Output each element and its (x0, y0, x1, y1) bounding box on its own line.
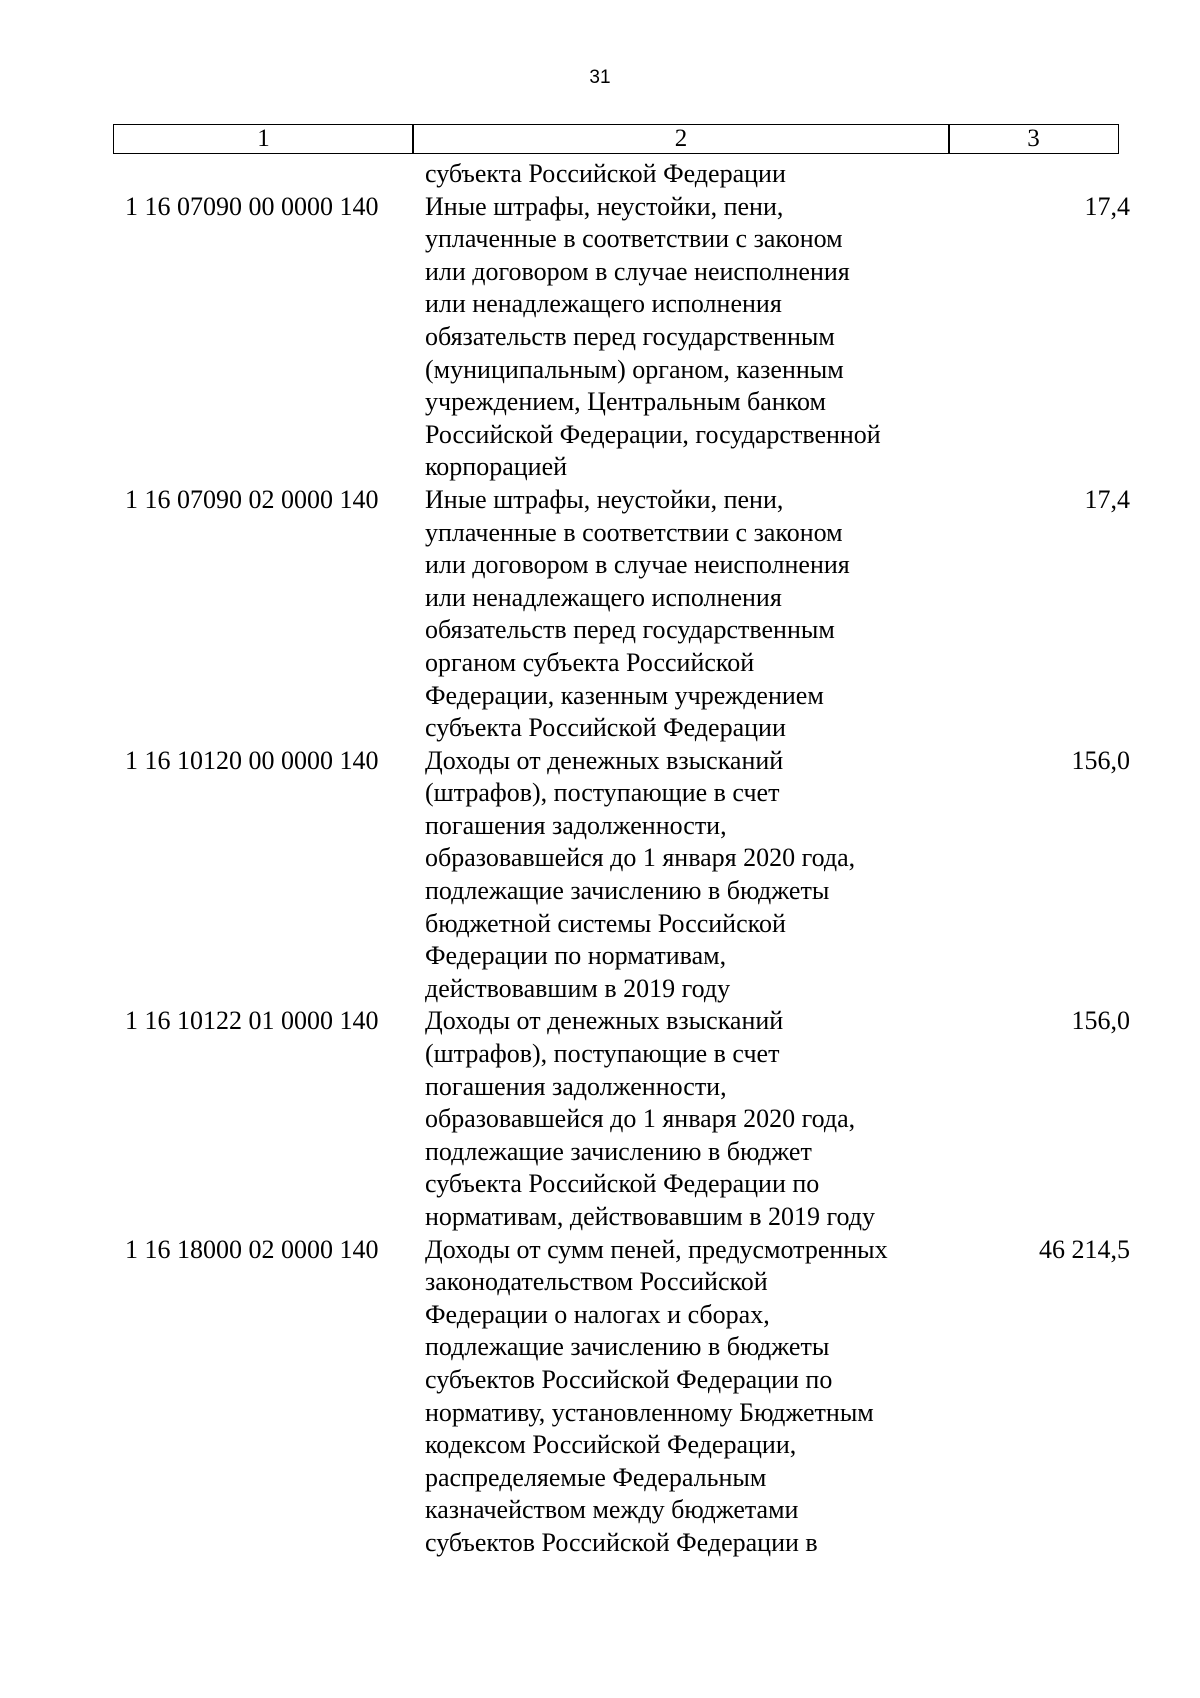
row-description: Доходы от денежных взысканий (штрафов), поступающие в счет погашения задолженности, образовавшейся до 1 января 2020 года, подлежащие зачислению в бюджеты бюджетной системы Российской Федерации по нормативам, действовавшим в 2019 году (425, 745, 856, 1003)
row-amount: 17,4 (1084, 484, 1130, 514)
table-row (0, 745, 1200, 1006)
row-amount: 156,0 (1071, 1006, 1130, 1036)
row-code: 1 16 10120 00 0000 140 (125, 745, 379, 775)
row-amount: 46 214,5 (1039, 1234, 1130, 1264)
table-header-col2: 2 (412, 124, 950, 154)
table-row (0, 1005, 1200, 1233)
row-code: 1 16 10122 01 0000 140 (125, 1006, 379, 1036)
row-code: 1 16 07090 00 0000 140 (125, 191, 379, 221)
table-row (0, 484, 1200, 745)
row-description: Доходы от сумм пеней, предусмотренных законодательством Российской Федерации о налогах и сборах, подлежащие зачислению в бюджеты субъектов Российской Федерации по нормативу, установленному Бюджетным кодексом Российской Федерации, распределяемые Федеральным казначейством между бюджетами субъектов Российской Федерации в (425, 1234, 888, 1557)
row-amount: 156,0 (1071, 745, 1130, 775)
row-description: Доходы от денежных взысканий (штрафов), поступающие в счет погашения задолженности, образовавшейся до 1 января 2020 года, подлежащие зачислению в бюджет субъекта Российской Федерации по нормативам, действовавшим в 2019 году (425, 1006, 875, 1231)
row-description: Иные штрафы, неустойки, пени, уплаченные в соответствии с законом или договором в случае неисполнения или ненадлежащего исполнения обязательств перед государственным (муниципальным) органом, казенным учреждением, Центральным банком Российской Федерации, государственной корпорацией (425, 191, 881, 482)
table-header-col1: 1 (113, 124, 414, 154)
row-code: 1 16 07090 02 0000 140 (125, 484, 379, 514)
page-number: 31 (589, 67, 611, 88)
row-code: 1 16 18000 02 0000 140 (125, 1234, 379, 1264)
row-amount: 17,4 (1084, 191, 1130, 221)
table-header-col3: 3 (948, 124, 1119, 154)
table-row (0, 191, 1200, 484)
table-body (0, 158, 1200, 1560)
row-description: Иные штрафы, неустойки, пени, уплаченные в соответствии с законом или договором в случае неисполнения или ненадлежащего исполнения обязательств перед государственным органом субъекта Российской Федерации, казенным учреждением субъекта Российской Федерации (425, 484, 850, 743)
table-row (0, 1234, 1200, 1560)
table-row (0, 158, 1200, 191)
row-description: субъекта Российской Федерации (425, 159, 786, 188)
